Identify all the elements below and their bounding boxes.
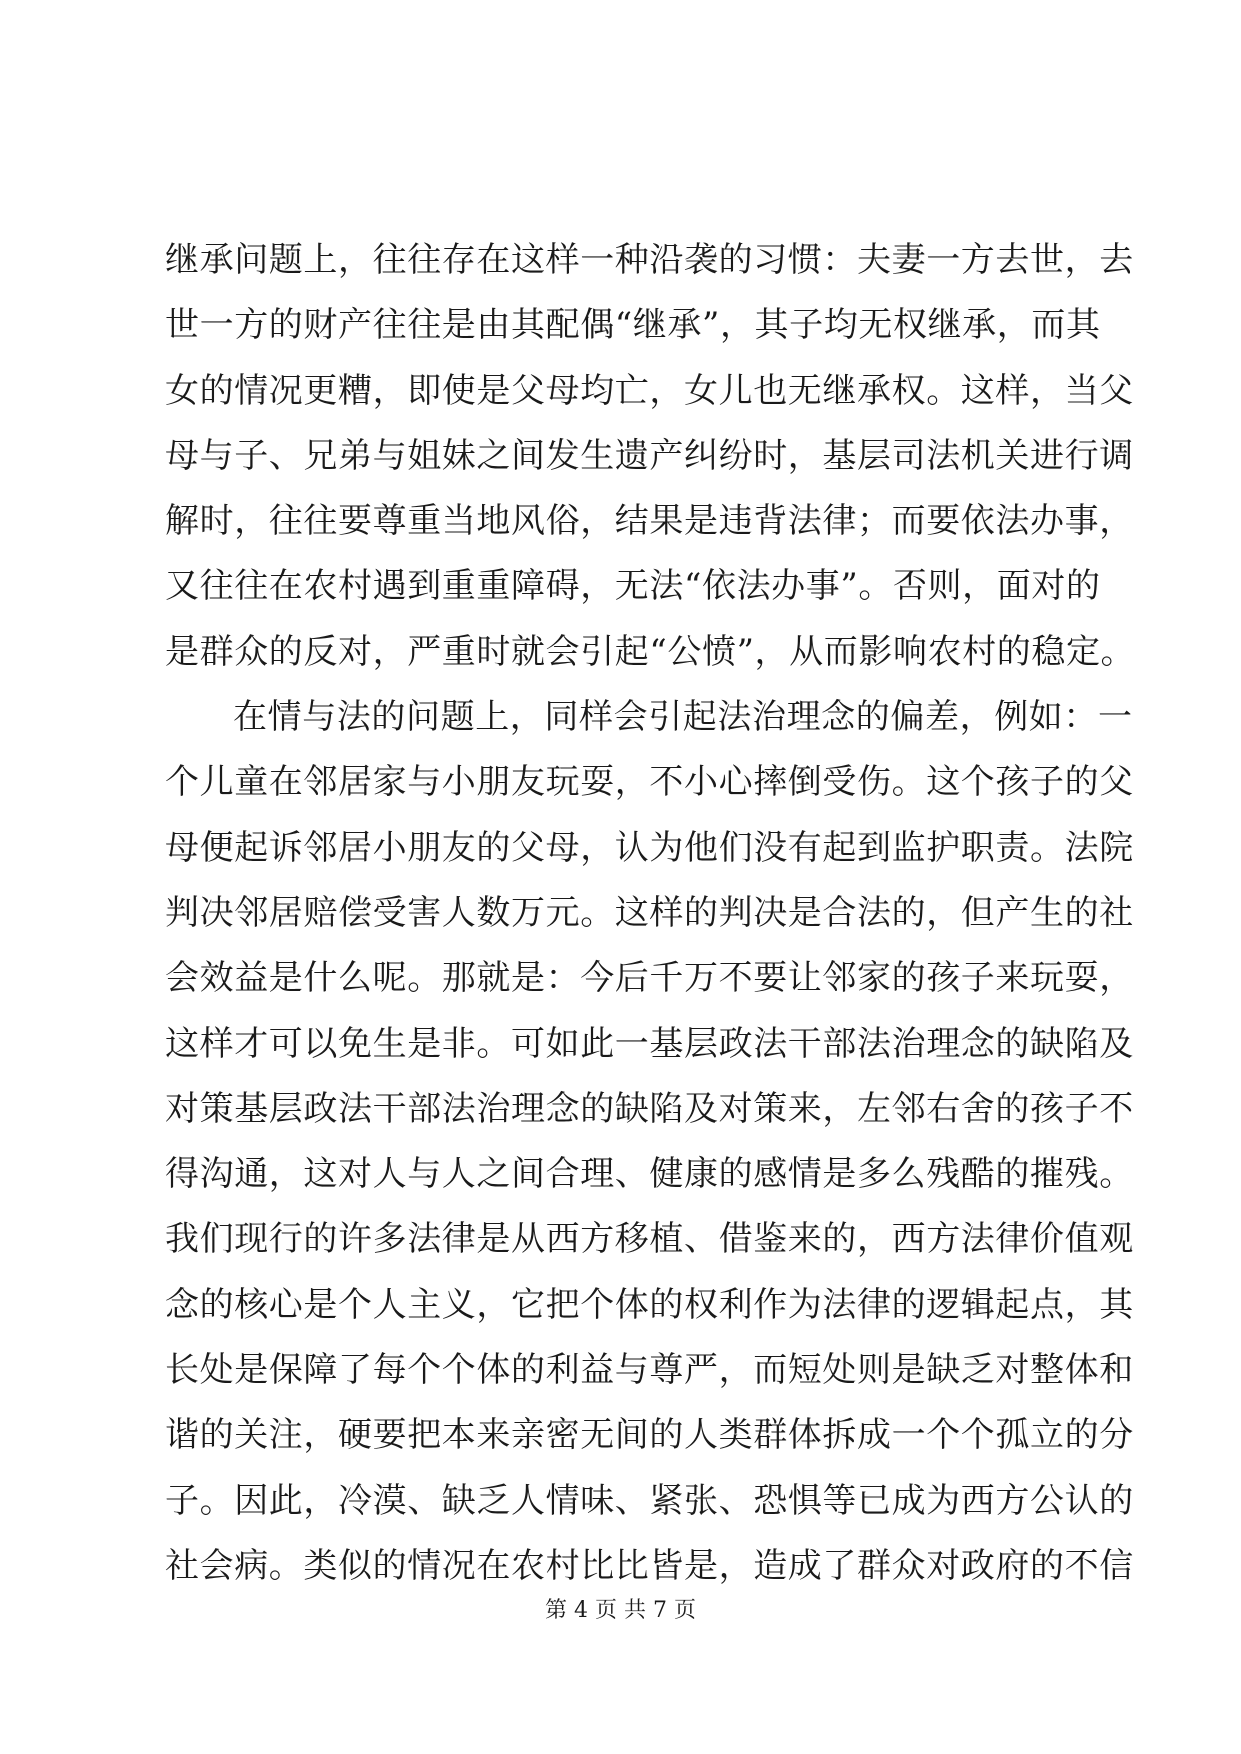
text-line: 母与子、兄弟与姐妹之间发生遗产纠纷时，基层司法机关进行调 [165, 435, 1134, 476]
text-line: 谐的关注，硬要把本来亲密无间的人类群体拆成一个个孤立的分 [165, 1415, 1134, 1456]
text-line: 对策基层政法干部法治理念的缺陷及对策来，左邻右舍的孩子不 [165, 1088, 1134, 1129]
text-line: 世一方的财产往往是由其配偶“继承”，其子均无权继承，而其 [165, 305, 1101, 346]
page-number-footer: 第 4 页 共 7 页 [545, 1598, 696, 1623]
text-line: 得沟通，这对人与人之间合理、健康的感情是多么残酷的摧残。 [165, 1154, 1134, 1195]
text-line: 社会病。类似的情况在农村比比皆是，造成了群众对政府的不信 [165, 1545, 1134, 1586]
body-text [165, 228, 1136, 1599]
text-line: 会效益是什么呢。那就是：今后千万不要让邻家的孩子来玩耍， [165, 958, 1134, 999]
text-line: 在情与法的问题上，同样会引起法治理念的偏差，例如：一 [233, 697, 1133, 738]
text-line: 判决邻居赔偿受害人数万元。这样的判决是合法的，但产生的社 [165, 892, 1134, 933]
text-line: 念的核心是个人主义，它把个体的权利作为法律的逻辑起点，其 [165, 1284, 1134, 1325]
text-line: 又往往在农村遇到重重障碍，无法“依法办事”。否则，面对的 [165, 566, 1101, 607]
text-line: 解时，往往要尊重当地风俗，结果是违背法律；而要依法办事， [165, 501, 1134, 542]
text-line: 长处是保障了每个个体的利益与尊严，而短处则是缺乏对整体和 [165, 1350, 1134, 1391]
text-line: 个儿童在邻居家与小朋友玩耍，不小心摔倒受伤。这个孩子的父 [165, 762, 1134, 803]
text-line: 这样才可以免生是非。可如此一基层政法干部法治理念的缺陷及 [165, 1023, 1134, 1064]
text-line: 我们现行的许多法律是从西方移植、借鉴来的，西方法律价值观 [165, 1219, 1134, 1260]
text-line: 母便起诉邻居小朋友的父母，认为他们没有起到监护职责。法院 [165, 827, 1134, 868]
text-line: 是群众的反对，严重时就会引起“公愤”，从而影响农村的稳定。 [165, 631, 1136, 672]
text-line: 子。因此，冷漠、缺乏人情味、紧张、恐惧等已成为西方公认的 [165, 1480, 1134, 1521]
text-line: 继承问题上，往往存在这样一种沿袭的习惯：夫妻一方去世，去 [165, 240, 1134, 280]
text-line: 女的情况更糟，即使是父母均亡，女儿也无继承权。这样，当父 [165, 370, 1134, 411]
